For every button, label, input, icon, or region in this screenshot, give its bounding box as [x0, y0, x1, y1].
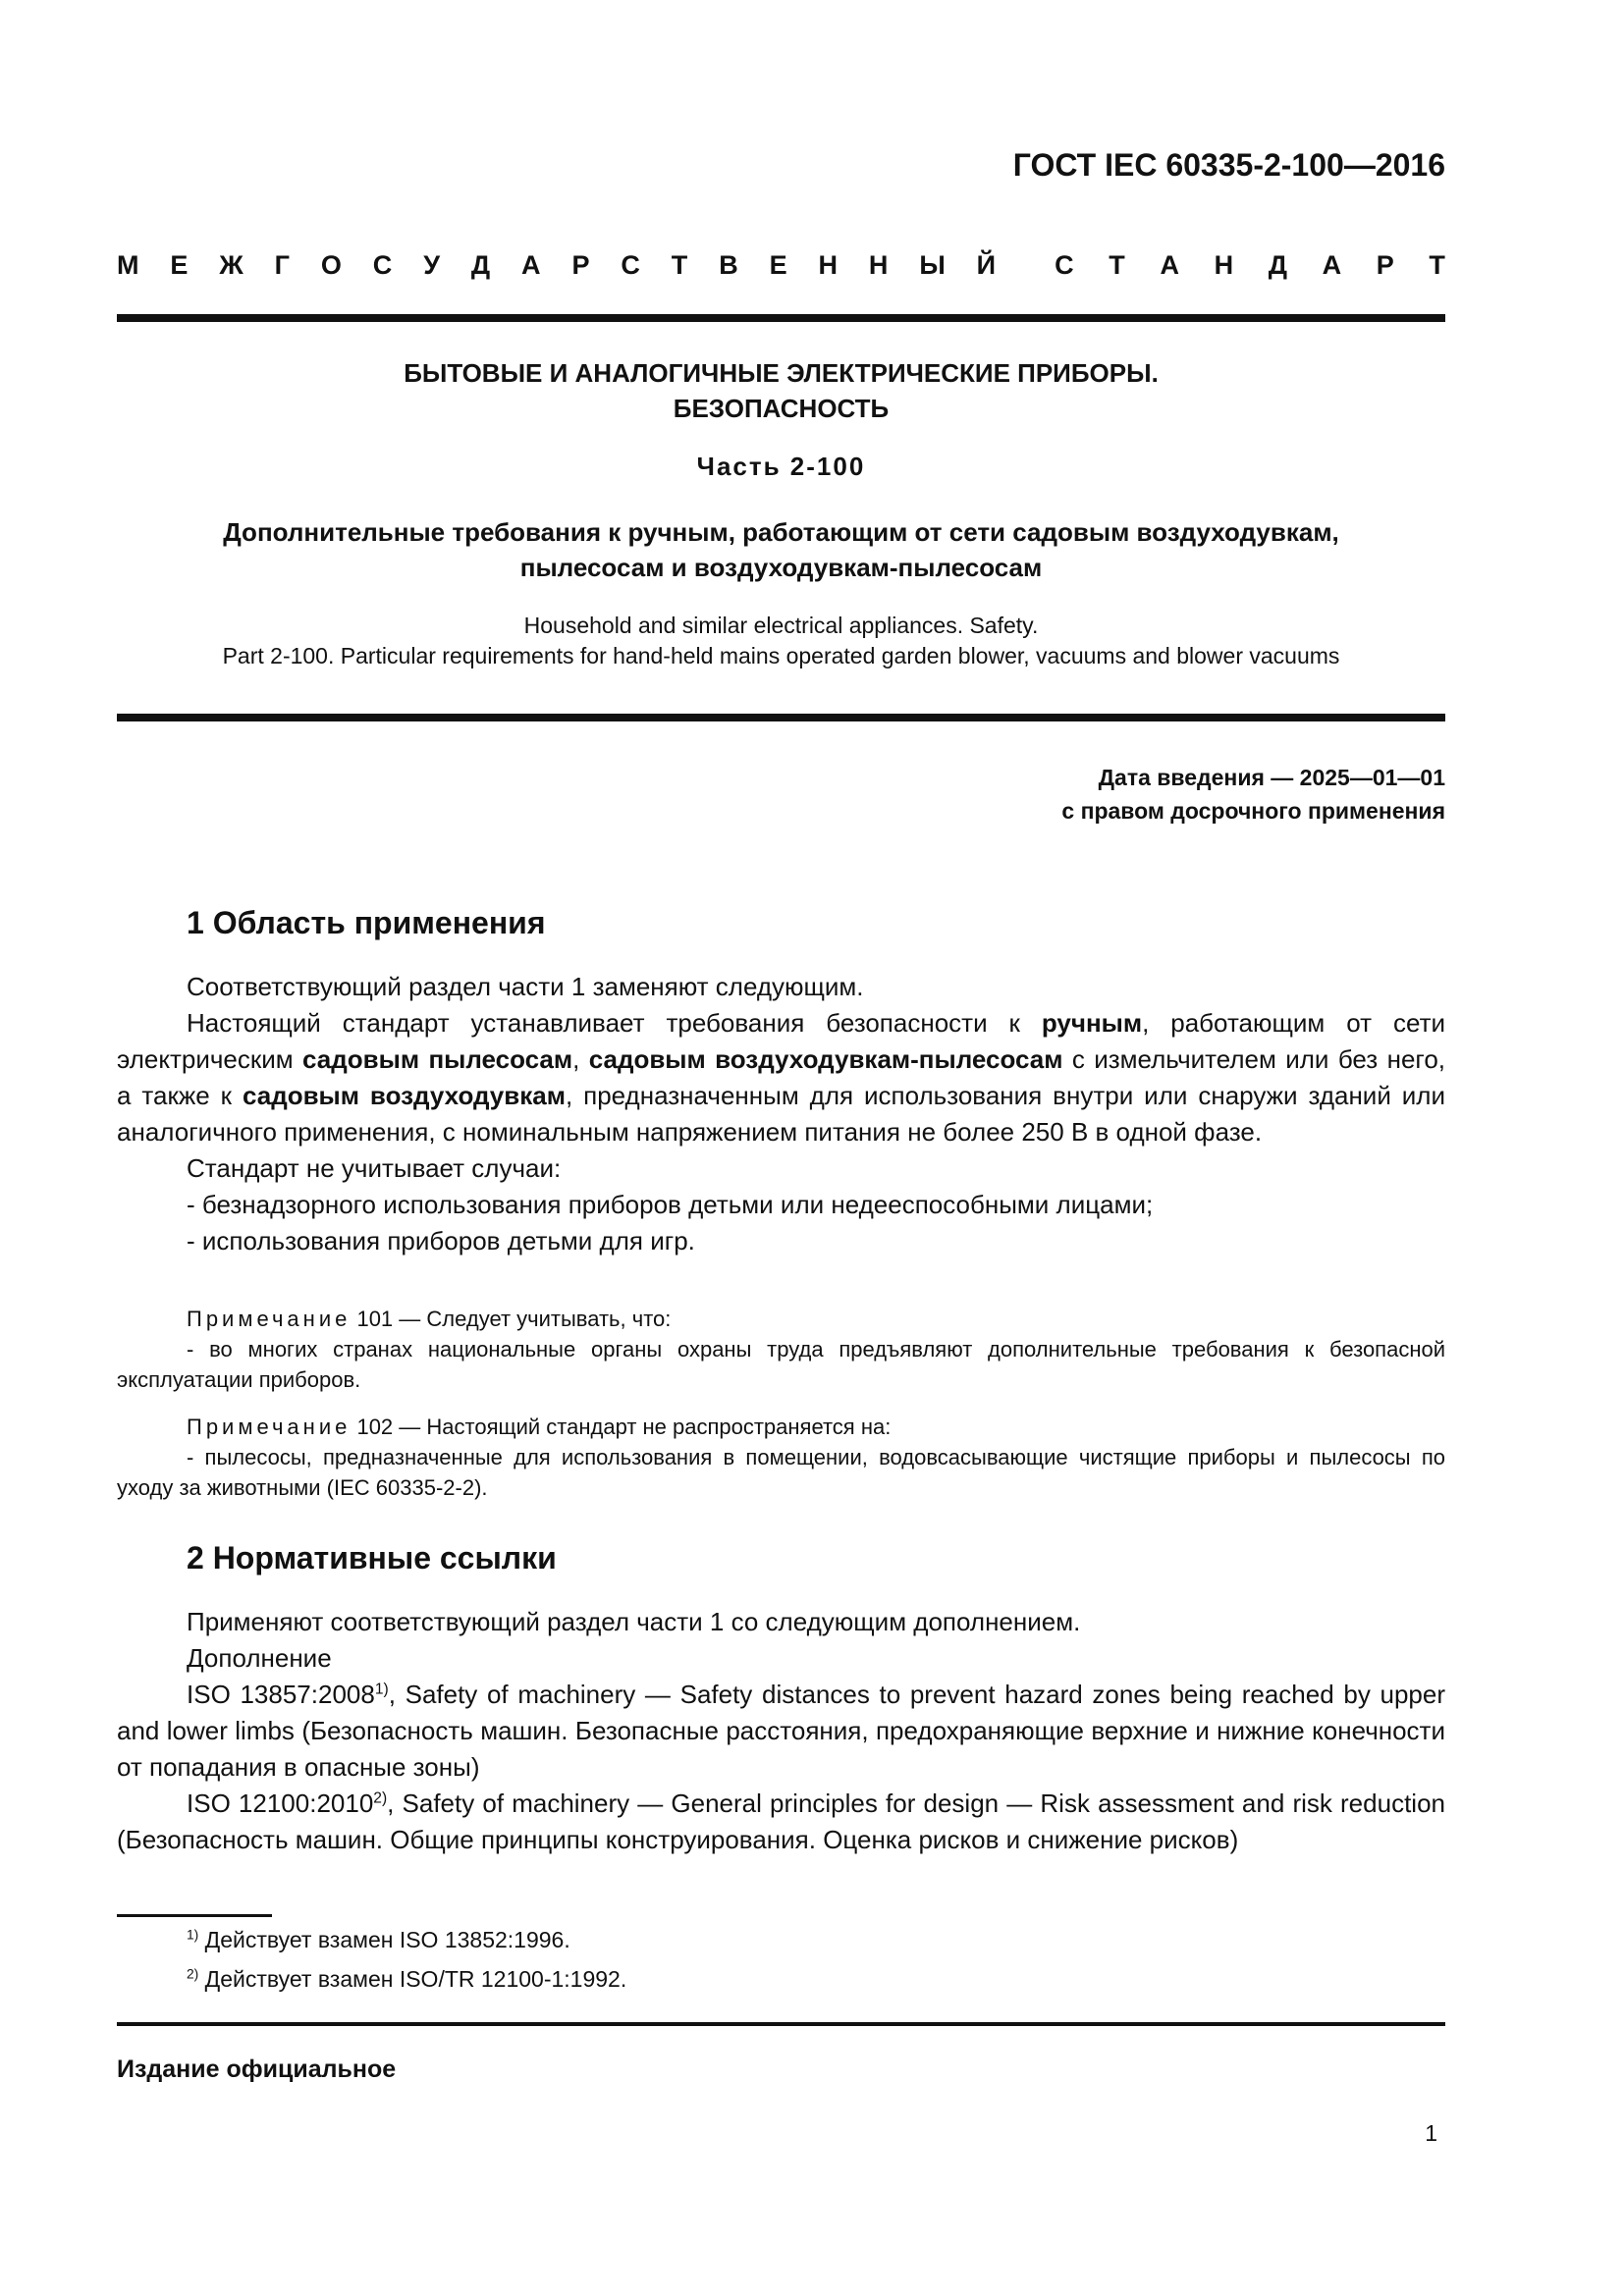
section-1-body [117, 969, 1445, 1259]
footnote-1: $^{1)}$ Действует взамен ISO 13852:1996. [187, 1927, 570, 1952]
standard-code: ГОСТ IEC 60335-2-100—2016 [1012, 147, 1445, 183]
note-101: Примечание 101 — Следует учитывать, что: - во многих странах национальные органы охраны труда предъявляют дополнительные требования к безопасной эксплуатации приборов. [117, 1307, 1445, 1392]
footnote-2: $^{2)}$ Действует взамен ISO/TR 12100-1:1992. [187, 1966, 627, 1992]
paragraph: Соответствующий раздел части 1 заменяют следующим. [187, 972, 864, 1001]
banner-word-interstate: М Е Ж Г О С У Д А Р С Т В Е Н Н Ы Й [117, 250, 997, 280]
top-divider [117, 314, 1445, 322]
banner-word-standard: С Т А Н Д А Р Т [1055, 250, 1445, 280]
list-item: - безнадзорного использования приборов детьми или недееспособными лицами; [187, 1190, 1154, 1219]
standard-type-banner [117, 250, 1445, 281]
footnote-separator [117, 1914, 272, 1917]
note-102: Примечание 102 — Настоящий стандарт не распространяется на: - пылесосы, предназначенные для использования в помещении, водовсасывающие чистящие приборы и пылесосы по уходу за животными (IEC 60335-2-2). [117, 1415, 1445, 1500]
document-subtitle: Дополнительные требования к ручным, работающим от сети садовым воздуходувкам, пылесосам и воздуходувкам-пылесосам [223, 517, 1339, 582]
official-edition-label: Издание официальное [117, 2056, 397, 2083]
part-number: Часть 2-100 [696, 452, 866, 481]
paragraph: Применяют соответствующий раздел части 1 со следующим дополнением. [187, 1607, 1081, 1636]
page-number: 1 [1425, 2120, 1437, 2146]
section-1-heading: 1 Область применения [187, 905, 546, 940]
title-divider [117, 714, 1445, 721]
document-title: БЫТОВЫЕ И АНАЛОГИЧНЫЕ ЭЛЕКТРИЧЕСКИЕ ПРИБОРЫ. БЕЗОПАСНОСТЬ [404, 358, 1159, 423]
reference-iso-13857: ISO 13857:2008$^{1)}$, Safety of machinery — Safety distances to prevent hazard zones being reached by upper and lower limbs (Безопасность машин. Безопасные расстояния, предохраняющие верхние и нижние конечности от попадания в опасные зоны) [117, 1680, 1445, 1782]
reference-iso-12100: ISO 12100:2010$^{2)}$, Safety of machinery — General principles for design — Risk assessment and risk reduction (Безопасность машин. Общие принципы конструирования. Оценка рисков и снижение рисков) [117, 1789, 1445, 1854]
paragraph: Стандарт не учитывает случаи: [187, 1153, 562, 1183]
bottom-divider [117, 2022, 1445, 2026]
scope-paragraph: Настоящий стандарт устанавливает требования безопасности к ручным, работающим от сети электрическим садовым пылесосам, садовым воздуходувкам-пылесосам с измельчителем или без него, а также к садовым воздуходувкам, предназначенным для использования внутри или снаружи зданий или аналогичного применения, с номинальным напряжением питания не более 250 В в одной фазе. [117, 1008, 1446, 1147]
section-2-body [117, 1604, 1445, 1858]
section-2-heading: 2 Нормативные ссылки [187, 1540, 557, 1575]
list-item: - использования приборов детьми для игр. [187, 1226, 695, 1255]
introduction-date: Дата введения — 2025—01—01 с правом досрочного применения [1061, 765, 1445, 824]
english-title: Household and similar electrical appliances. Safety. Part 2-100. Particular requirements for hand-held mains operated garden blower, vacuums and blower vacuums [222, 613, 1340, 668]
paragraph: Дополнение [187, 1643, 332, 1673]
footnotes [187, 1920, 626, 1999]
